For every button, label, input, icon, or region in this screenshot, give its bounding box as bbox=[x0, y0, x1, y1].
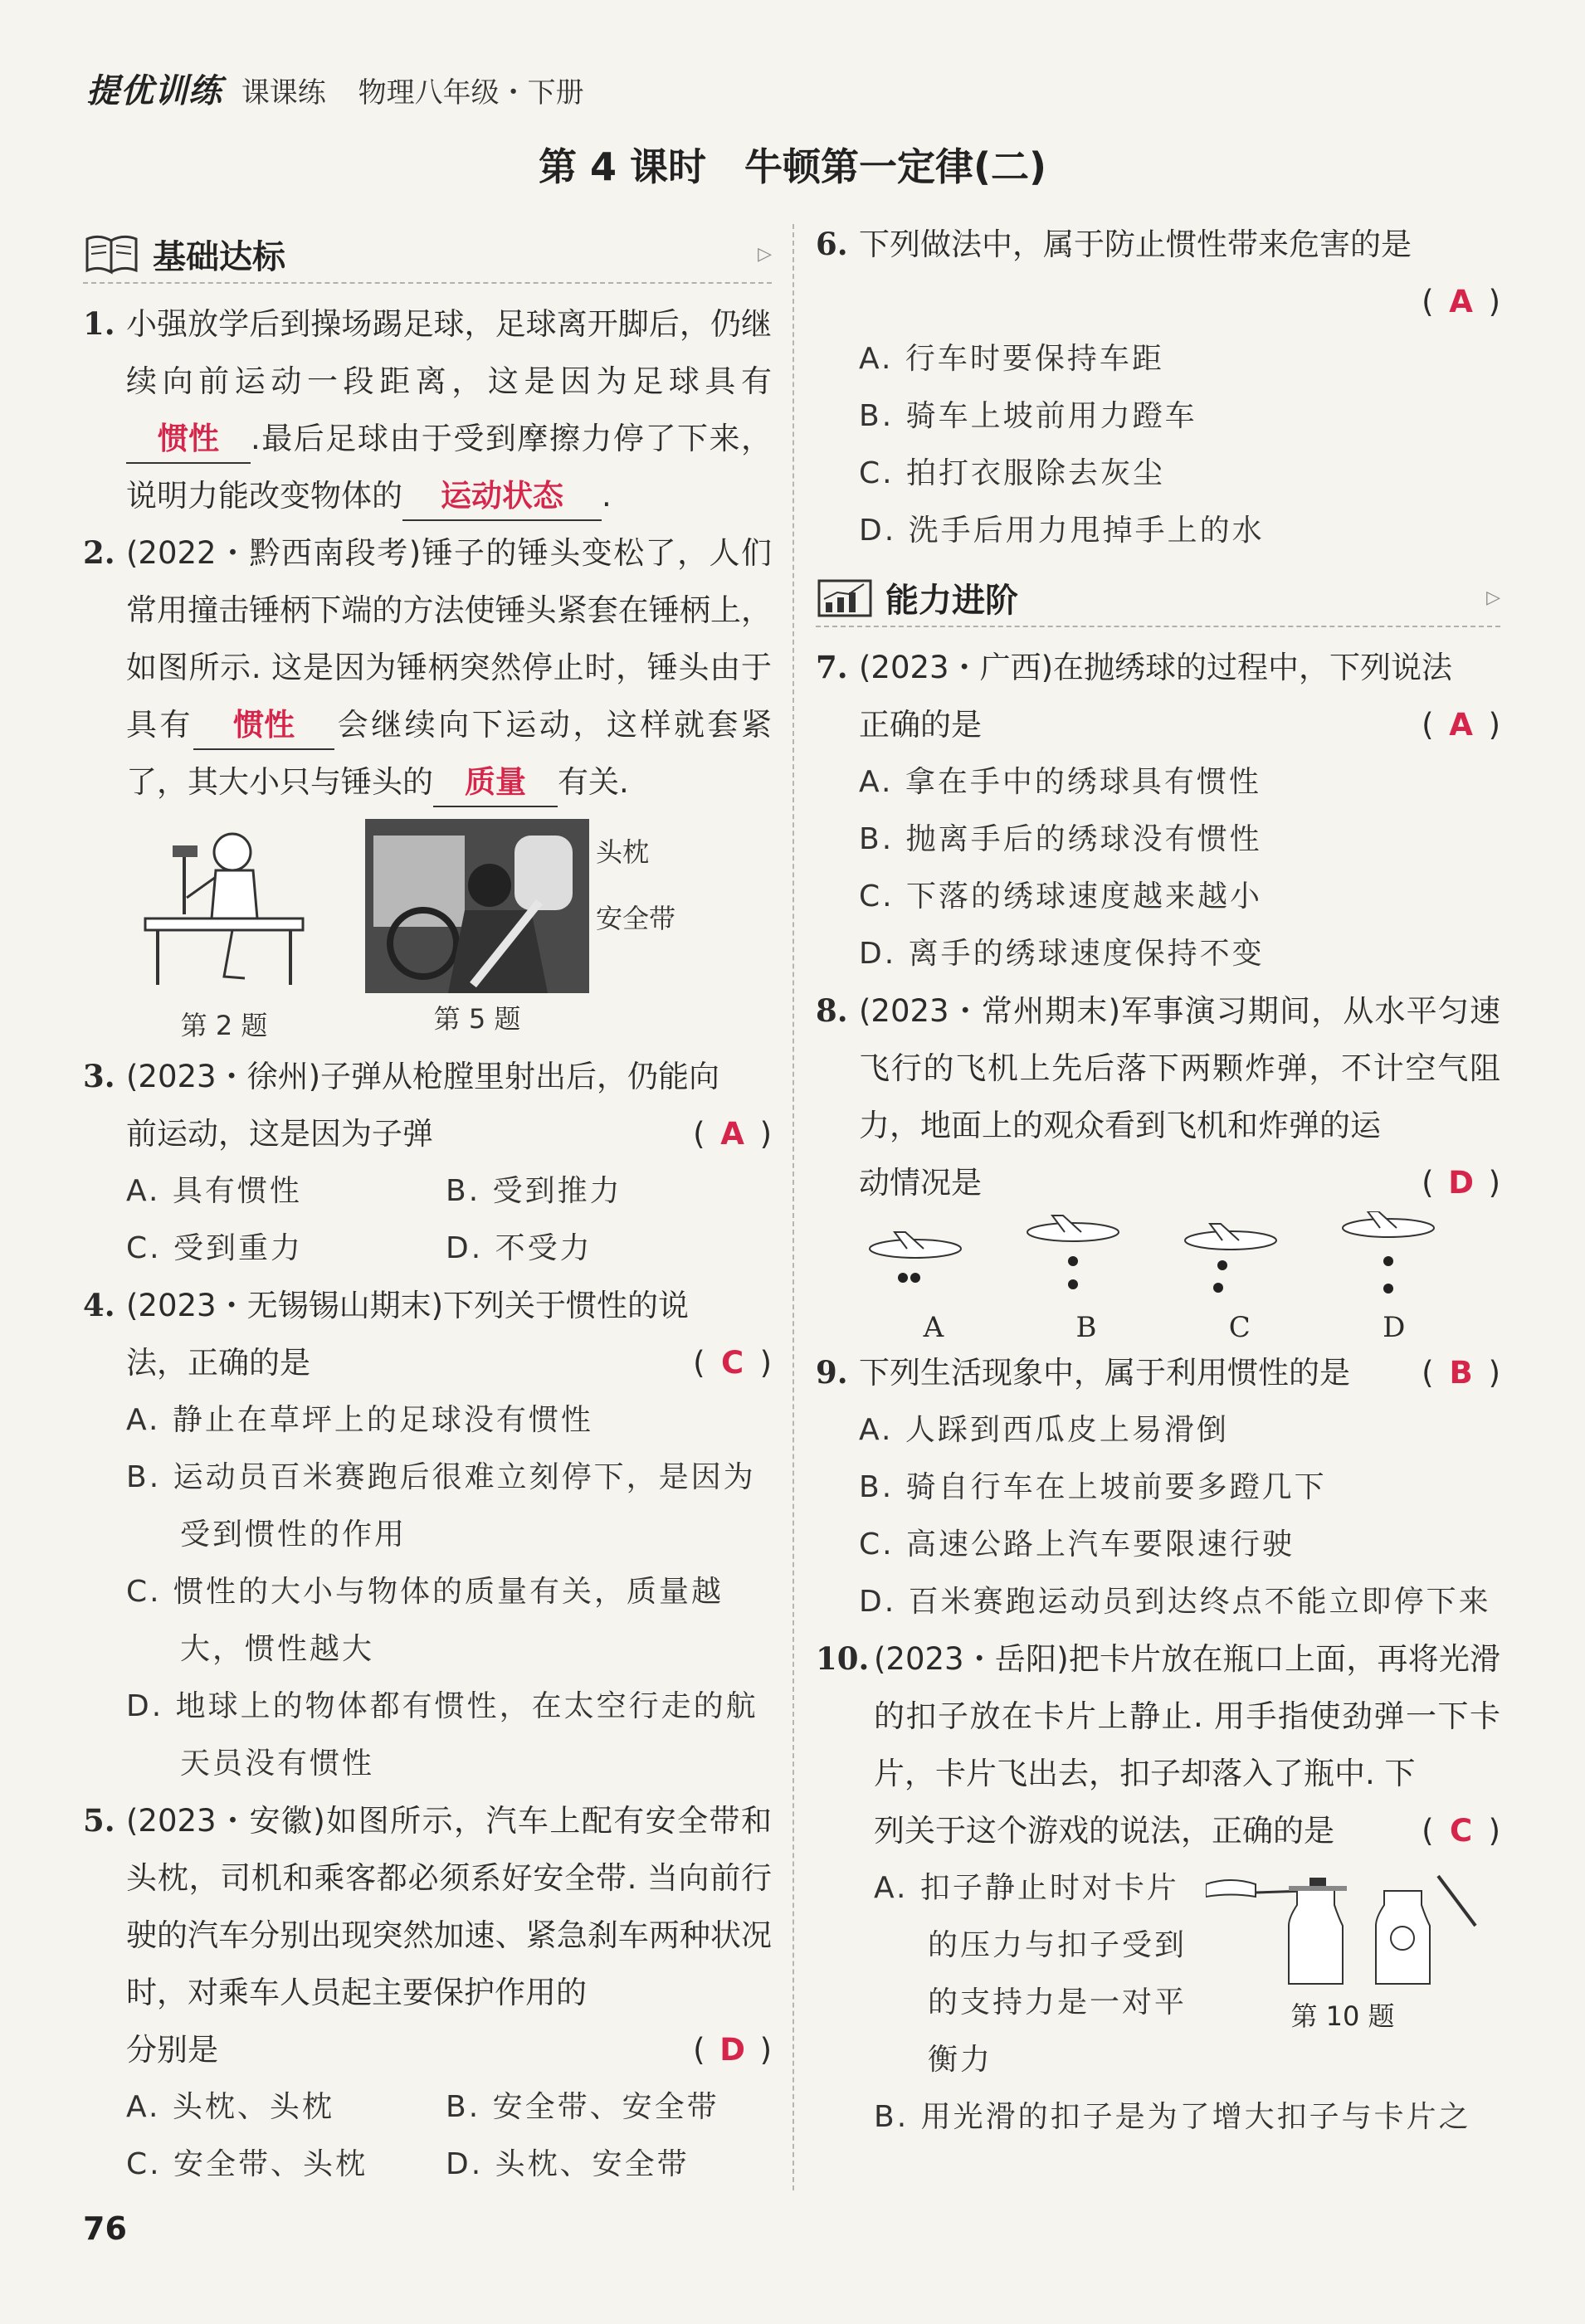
answer-row bbox=[816, 273, 1500, 330]
question-3 bbox=[83, 1048, 772, 1162]
question-text-line: (2023・安徽)如图所示，汽车上配有安全带和头枕，司机和乘客都必须系好安全带. 当向前行驶的汽车分别出现突然加速、紧急刹车两种状况时，对乘车人员起主要保护作用的 bbox=[126, 1803, 772, 2010]
section-title: 能力进阶 bbox=[885, 581, 1018, 620]
option-a: A. 具有惯性 bbox=[126, 1174, 302, 1208]
label-headrest: 头枕 bbox=[596, 836, 650, 868]
figure-5 bbox=[365, 819, 697, 1043]
answer-letter: D bbox=[719, 2032, 745, 2068]
question-1 bbox=[83, 295, 772, 524]
figure-label-a: A bbox=[923, 1311, 944, 1344]
question-text bbox=[126, 1048, 772, 1162]
question-number: 7. bbox=[816, 649, 848, 685]
options-row bbox=[83, 2136, 772, 2193]
option-b: B. 安全带、安全带 bbox=[446, 2090, 719, 2124]
plane-d bbox=[1343, 1211, 1434, 1294]
arrow-icon: ▷ bbox=[758, 243, 772, 265]
question-text bbox=[126, 1277, 772, 1391]
figure-caption: 第 10 题 bbox=[1290, 2000, 1395, 2032]
subject-name: 物理八年级・下册 bbox=[358, 76, 584, 110]
question-text-part: 小强放学后到操场踢足球，足球离开脚后，仍继续向前运动一段距离，这是因为足球具有 bbox=[126, 306, 772, 399]
option-b: B. 骑车上坡前用力蹬车 bbox=[859, 399, 1197, 433]
question-4 bbox=[83, 1277, 772, 1391]
question-text bbox=[126, 524, 772, 811]
question-6 bbox=[816, 216, 1500, 273]
option-a: A. 拿在手中的绣球具有惯性 bbox=[859, 765, 1261, 799]
option-c: C. 下落的绣球速度越来越小 bbox=[859, 879, 1263, 914]
label-seatbelt: 安全带 bbox=[596, 903, 676, 934]
car-seatbelt-photo bbox=[365, 819, 589, 993]
option-a: A. 行车时要保持车距 bbox=[859, 342, 1164, 376]
options-row bbox=[83, 1162, 772, 1220]
figure-label-c: C bbox=[1228, 1311, 1251, 1344]
question-9 bbox=[816, 1344, 1500, 1401]
option-a: A. 静止在草坪上的足球没有惯性 bbox=[126, 1403, 593, 1437]
option-d: D. 百米赛跑运动员到达终点不能立即停下来 bbox=[859, 1585, 1491, 1619]
lesson-title: 第 4 课时 牛顿第一定律(二) bbox=[538, 144, 1047, 189]
arrow-icon: ▷ bbox=[1486, 587, 1500, 608]
question-number: 2. bbox=[83, 534, 115, 571]
question-number: 1. bbox=[83, 305, 115, 342]
section-header-basic bbox=[83, 226, 772, 284]
option-c: C. 安全带、头枕 bbox=[126, 2147, 368, 2181]
question-text bbox=[859, 982, 1500, 1211]
growth-chart-icon bbox=[816, 576, 874, 619]
option-c: C. 高速公路上汽车要限速行驶 bbox=[859, 1527, 1295, 1562]
answer-paren: ( C ) bbox=[1422, 1802, 1500, 1859]
answer-blank: 惯性 bbox=[126, 416, 251, 464]
question-text-part: . bbox=[602, 478, 612, 514]
answer-letter: A bbox=[720, 1116, 744, 1152]
question-text-line: 列关于这个游戏的说法，正确的是 bbox=[874, 1813, 1334, 1849]
answer-paren: ( A ) bbox=[693, 1105, 772, 1162]
section-title: 基础达标 bbox=[153, 237, 285, 276]
option-d: D. 地球上的物体都有惯性，在太空行走的航 bbox=[126, 1689, 758, 1723]
question-text-line: 下列生活现象中，属于利用惯性的是 bbox=[859, 1355, 1350, 1391]
figure-row-2-5 bbox=[133, 819, 772, 1043]
question-text-part: 会继续向下运动，这样就套紧了，其大小只与锤头的 bbox=[126, 707, 773, 800]
answer-paren: ( A ) bbox=[1422, 696, 1500, 753]
question-text-line: 前运动，这是因为子弹 bbox=[126, 1116, 433, 1152]
figure-label-d: D bbox=[1383, 1311, 1406, 1344]
option-a: A. 人踩到西瓜皮上易滑倒 bbox=[859, 1413, 1229, 1447]
answer-paren: ( D ) bbox=[1422, 1154, 1500, 1211]
question-number: 10. bbox=[816, 1640, 870, 1677]
answer-letter: D bbox=[1448, 1165, 1474, 1201]
figure-2 bbox=[133, 819, 315, 1043]
question-text-line: 分别是 bbox=[126, 2032, 218, 2068]
question-text-part: 有关. bbox=[558, 764, 629, 800]
option-c-cont: 大，惯性越大 bbox=[180, 1632, 375, 1666]
answer-letter: A bbox=[1449, 284, 1473, 319]
page-number: 76 bbox=[83, 2210, 127, 2247]
option-b: B. 抛离手后的绣球没有惯性 bbox=[859, 822, 1262, 856]
question-text-line: (2023・常州期末)军事演习期间，从水平匀速飞行的飞机上先后落下两颗炸弹，不计空气阻力，地面上的观众看到飞机和炸弹的运 bbox=[859, 993, 1500, 1143]
option-a: A. 扣子静止时对卡片 bbox=[874, 1871, 1179, 1905]
option-a-cont: 的压力与扣子受到 bbox=[928, 1928, 1188, 1962]
question-number: 5. bbox=[83, 1802, 115, 1839]
question-text-part: .最后足球由于受到摩擦力停了下来，说明力能改变物体的 bbox=[126, 421, 772, 514]
question-text-part: (2022・黔西南段考)锤子的锤头变松了，人们常用撞击锤柄下端的方法使锤头紧套在锤柄上，如图所示. 这是因为锤柄突然停止时，锤头由于具有 bbox=[126, 535, 772, 743]
question-text bbox=[874, 1630, 1500, 1859]
option-a-cont: 的支持力是一对平 bbox=[928, 1985, 1188, 2019]
question-text-line: (2023・无锡锡山期末)下列关于惯性的说 bbox=[126, 1288, 690, 1323]
q10-option-a-block bbox=[816, 1859, 1500, 2088]
option-a-cont: 衡力 bbox=[928, 2043, 993, 2077]
answer-letter: B bbox=[1449, 1355, 1473, 1391]
plane-a bbox=[870, 1232, 961, 1283]
figure-label-b: B bbox=[1075, 1311, 1097, 1344]
answer-paren: ( B ) bbox=[1422, 1344, 1500, 1401]
option-b: B. 运动员百米赛跑后很难立刻停下，是因为 bbox=[126, 1460, 756, 1494]
question-8 bbox=[816, 982, 1500, 1211]
question-number: 6. bbox=[816, 226, 848, 262]
question-text-line: (2023・徐州)子弹从枪膛里射出后，仍能向 bbox=[126, 1059, 720, 1094]
question-number: 4. bbox=[83, 1287, 115, 1323]
option-a: A. 头枕、头枕 bbox=[126, 2090, 334, 2124]
option-c: C. 惯性的大小与物体的质量有关，质量越 bbox=[126, 1575, 724, 1609]
answer-blank: 质量 bbox=[433, 759, 558, 807]
open-book-icon bbox=[83, 232, 141, 275]
answer-paren: ( C ) bbox=[693, 1334, 772, 1391]
answer-letter: C bbox=[1449, 1813, 1473, 1849]
question-number: 3. bbox=[83, 1058, 115, 1094]
figure-labels bbox=[857, 1311, 1471, 1344]
question-text bbox=[859, 1344, 1500, 1401]
options-row bbox=[83, 1220, 772, 1277]
question-text bbox=[859, 639, 1500, 753]
question-text bbox=[126, 295, 772, 524]
plane-b bbox=[1027, 1216, 1119, 1289]
question-text-line: 动情况是 bbox=[859, 1165, 982, 1201]
running-header bbox=[86, 65, 584, 112]
left-column bbox=[83, 216, 772, 2193]
question-2 bbox=[83, 524, 772, 811]
section-header-advanced bbox=[816, 569, 1500, 627]
option-d: D. 头枕、安全带 bbox=[446, 2147, 690, 2181]
answer-blank: 运动状态 bbox=[402, 473, 602, 521]
series-name: 课课练 bbox=[241, 76, 326, 110]
question-text-line: 法，正确的是 bbox=[126, 1345, 310, 1381]
brand-logo: 提优训练 bbox=[86, 72, 222, 110]
question-text: 下列做法中，属于防止惯性带来危害的是 bbox=[859, 227, 1412, 262]
option-b: B. 骑自行车在上坡前要多蹬几下 bbox=[859, 1470, 1327, 1504]
option-d-cont: 天员没有惯性 bbox=[180, 1747, 375, 1781]
answer-letter: A bbox=[1449, 707, 1473, 743]
column-divider bbox=[792, 224, 794, 2190]
options-row bbox=[83, 2078, 772, 2136]
planes-bombs-figure bbox=[857, 1211, 1488, 1303]
question-text-line: 正确的是 bbox=[859, 707, 982, 743]
answer-letter: C bbox=[720, 1345, 744, 1381]
question-7 bbox=[816, 639, 1500, 753]
right-column bbox=[816, 216, 1500, 2146]
answer-blank: 惯性 bbox=[193, 702, 334, 750]
figure-caption: 第 2 题 bbox=[180, 1010, 268, 1041]
option-c: C. 拍打衣服除去灰尘 bbox=[859, 456, 1166, 490]
answer-paren: ( A ) bbox=[1422, 273, 1500, 330]
question-5 bbox=[83, 1792, 772, 2078]
option-b: B. 受到推力 bbox=[446, 1174, 622, 1208]
question-number: 8. bbox=[816, 992, 848, 1029]
option-d: D. 离手的绣球速度保持不变 bbox=[859, 937, 1265, 971]
question-number: 9. bbox=[816, 1354, 848, 1391]
plane-c bbox=[1185, 1224, 1276, 1293]
option-d: D. 洗手后用力甩掉手上的水 bbox=[859, 514, 1265, 548]
option-b-cont: 受到惯性的作用 bbox=[180, 1518, 407, 1552]
hammer-illustration bbox=[133, 819, 315, 993]
answer-paren: ( D ) bbox=[693, 2021, 772, 2078]
option-c: C. 受到重力 bbox=[126, 1231, 304, 1265]
question-10 bbox=[816, 1630, 1500, 1859]
question-text-line: (2023・广西)在抛绣球的过程中，下列说法 bbox=[859, 650, 1453, 685]
question-text-line: (2023・岳阳)把卡片放在瓶口上面，再将光滑的扣子放在卡片上静止. 用手指使劲弹一下卡片，卡片飞出去，扣子却落入了瓶中. 下 bbox=[874, 1641, 1500, 1791]
option-d: D. 不受力 bbox=[446, 1231, 593, 1265]
figure-caption: 第 5 题 bbox=[433, 1003, 521, 1035]
figure-10 bbox=[1206, 1859, 1480, 2088]
question-text bbox=[126, 1792, 772, 2078]
bottle-card-button-illustration bbox=[1206, 1859, 1480, 1992]
option-b: B. 用光滑的扣子是为了增大扣子与卡片之 bbox=[874, 2100, 1471, 2134]
